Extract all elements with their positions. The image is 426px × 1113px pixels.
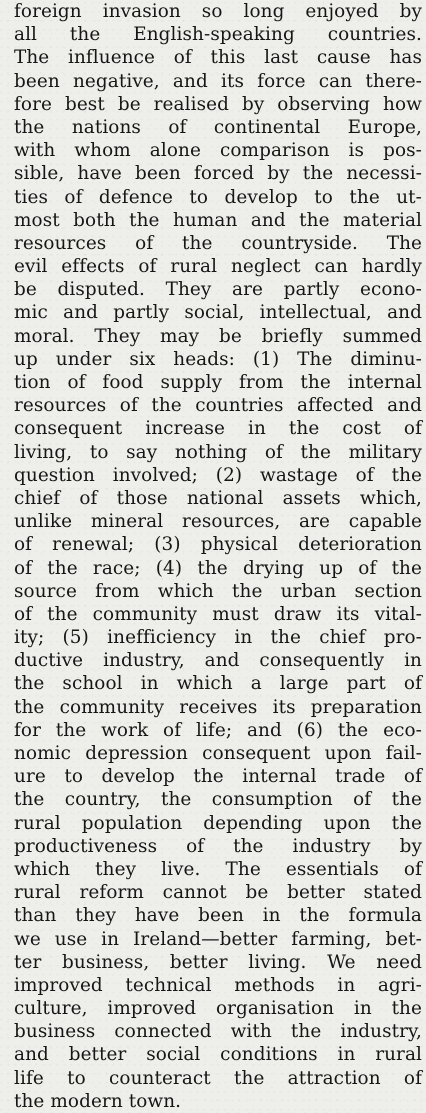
text-line: improved technical methods in agri-	[14, 974, 422, 996]
text-line: sible, have been forced by the necessi-	[14, 163, 422, 185]
text-line: living, to say nothing of the military	[14, 441, 422, 463]
text-line: fore best be realised by observing how	[14, 93, 422, 115]
text-line: The influence of this last cause has	[14, 47, 422, 69]
text-line: with whom alone comparison is pos-	[14, 140, 422, 162]
text-line: rural population depending upon the	[14, 812, 422, 834]
text-line: be disputed. They are partly econo-	[14, 279, 422, 301]
text-line: unlike mineral resources, are capable	[14, 511, 422, 533]
text-line: resources of the countries affected and	[14, 395, 422, 417]
text-line: ductive industry, and consequently in	[14, 650, 422, 672]
text-line: business connected with the industry,	[14, 1021, 422, 1043]
article-text-column	[14, 0, 422, 1113]
text-line: life to counteract the attraction of	[14, 1067, 422, 1089]
text-line: question involved; (2) wastage of the	[14, 464, 422, 486]
text-line: for the work of life; and (6) the eco-	[14, 719, 422, 741]
text-line: than they have been in the formula	[14, 905, 422, 927]
text-line: rural reform cannot be better stated	[14, 882, 422, 904]
text-line: the community receives its preparation	[14, 696, 422, 718]
text-line: ity; (5) inefficiency in the chief pro-	[14, 627, 422, 649]
text-line: consequent increase in the cost of	[14, 418, 422, 440]
text-line: tion of food supply from the internal	[14, 372, 422, 393]
text-line: all the English-speaking countries.	[14, 24, 422, 46]
text-line: ure to develop the internal trade of	[14, 766, 422, 788]
text-line: and better social conditions in rural	[14, 1044, 422, 1066]
text-line: resources of the countryside. The	[14, 232, 422, 254]
text-line: evil effects of rural neglect can hardly	[14, 256, 422, 278]
text-line: nomic depression consequent upon fail-	[14, 743, 422, 764]
text-line: ties of defence to develop to the ut-	[14, 186, 422, 208]
text-line: which they live. The essentials of	[14, 858, 422, 880]
text-line: of renewal; (3) physical deterioration	[14, 534, 422, 556]
text-line: productiveness of the industry by	[14, 835, 422, 857]
text-line: source from which the urban section	[14, 580, 422, 602]
text-line: the country, the consumption of the	[14, 789, 422, 811]
text-line: the school in which a large part of	[14, 673, 422, 695]
text-line: most both the human and the material	[14, 209, 422, 231]
text-line: up under six heads: (1) The diminu-	[14, 348, 422, 370]
text-line: of the race; (4) the drying up of the	[14, 557, 422, 579]
text-line: been negative, and its force can there-	[14, 70, 422, 92]
text-line: ter business, better living. We need	[14, 951, 422, 973]
text-line: mic and partly social, intellectual, and	[14, 302, 422, 324]
text-line: foreign invasion so long enjoyed by	[14, 1, 422, 22]
text-line: culture, improved organisation in the	[14, 998, 422, 1020]
text-line: of the community must draw its vital-	[14, 603, 422, 625]
text-line: we use in Ireland—better farming, bet-	[14, 928, 422, 950]
text-line: chief of those national assets which,	[14, 487, 422, 509]
text-line: the nations of continental Europe,	[14, 116, 422, 138]
text-line: moral. They may be briefly summed	[14, 325, 422, 347]
text-line: the modern town.	[14, 1090, 182, 1112]
